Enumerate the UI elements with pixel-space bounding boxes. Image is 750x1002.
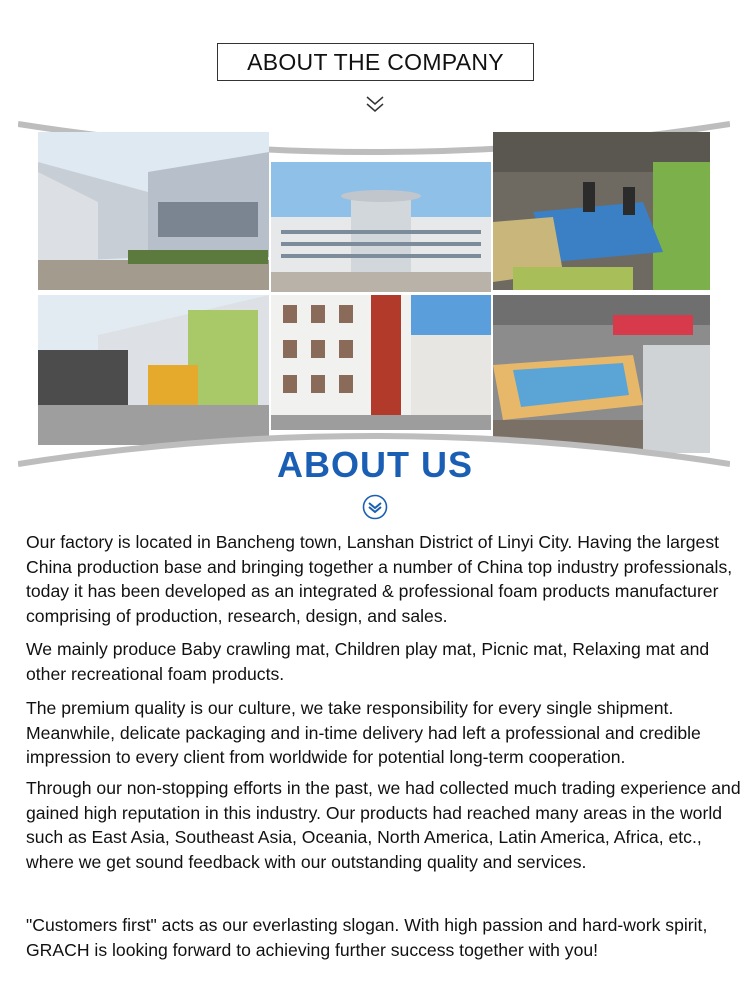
- paragraph-experience: Through our non-stopping efforts in the past, we had collected much trading experience and gained high reputation in this industry. Our products had reached many areas in the world such as East Asia, Southeast Asia, Oceania, North America, Latin America, Africa, etc., where we get sound feedback with our outstanding quality and services.: [26, 778, 741, 872]
- chevron-down-icon: [364, 94, 386, 114]
- office-building-photo: [271, 162, 491, 292]
- factory-street-photo: [38, 132, 269, 290]
- photo-gallery: [18, 120, 730, 470]
- workers-mats-photo: [493, 132, 710, 290]
- building-facade-photo: [271, 295, 491, 430]
- section-title: ABOUT US: [277, 444, 473, 485]
- paragraph-slogan: "Customers first" acts as our everlasting slogan. With high passion and hard-work spirit, GRACH is looking forward to achieving further success together with you!: [26, 915, 708, 960]
- circle-chevron-down-icon: [362, 494, 388, 520]
- page-title: ABOUT THE COMPANY: [217, 43, 534, 81]
- paragraph-factory-location: Our factory is located in Bancheng town, Lanshan District of Linyi City. Having the largest China production base and bringing together a number of China top industry professionals, today it has been developed as an integrated & professional foam products manufacturer comprising of production, research, design, and sales.: [26, 532, 733, 626]
- forklift-loading-photo: [38, 295, 269, 445]
- paragraph-quality: The premium quality is our culture, we take responsibility for every single shipment. Meanwhile, delicate packaging and in-time delivery had left a professional and credible impression to every client from worldwide for potential long-term cooperation.: [26, 698, 701, 768]
- paragraph-products: We mainly produce Baby crawling mat, Children play mat, Picnic mat, Relaxing mat and other recreational foam products.: [26, 639, 710, 684]
